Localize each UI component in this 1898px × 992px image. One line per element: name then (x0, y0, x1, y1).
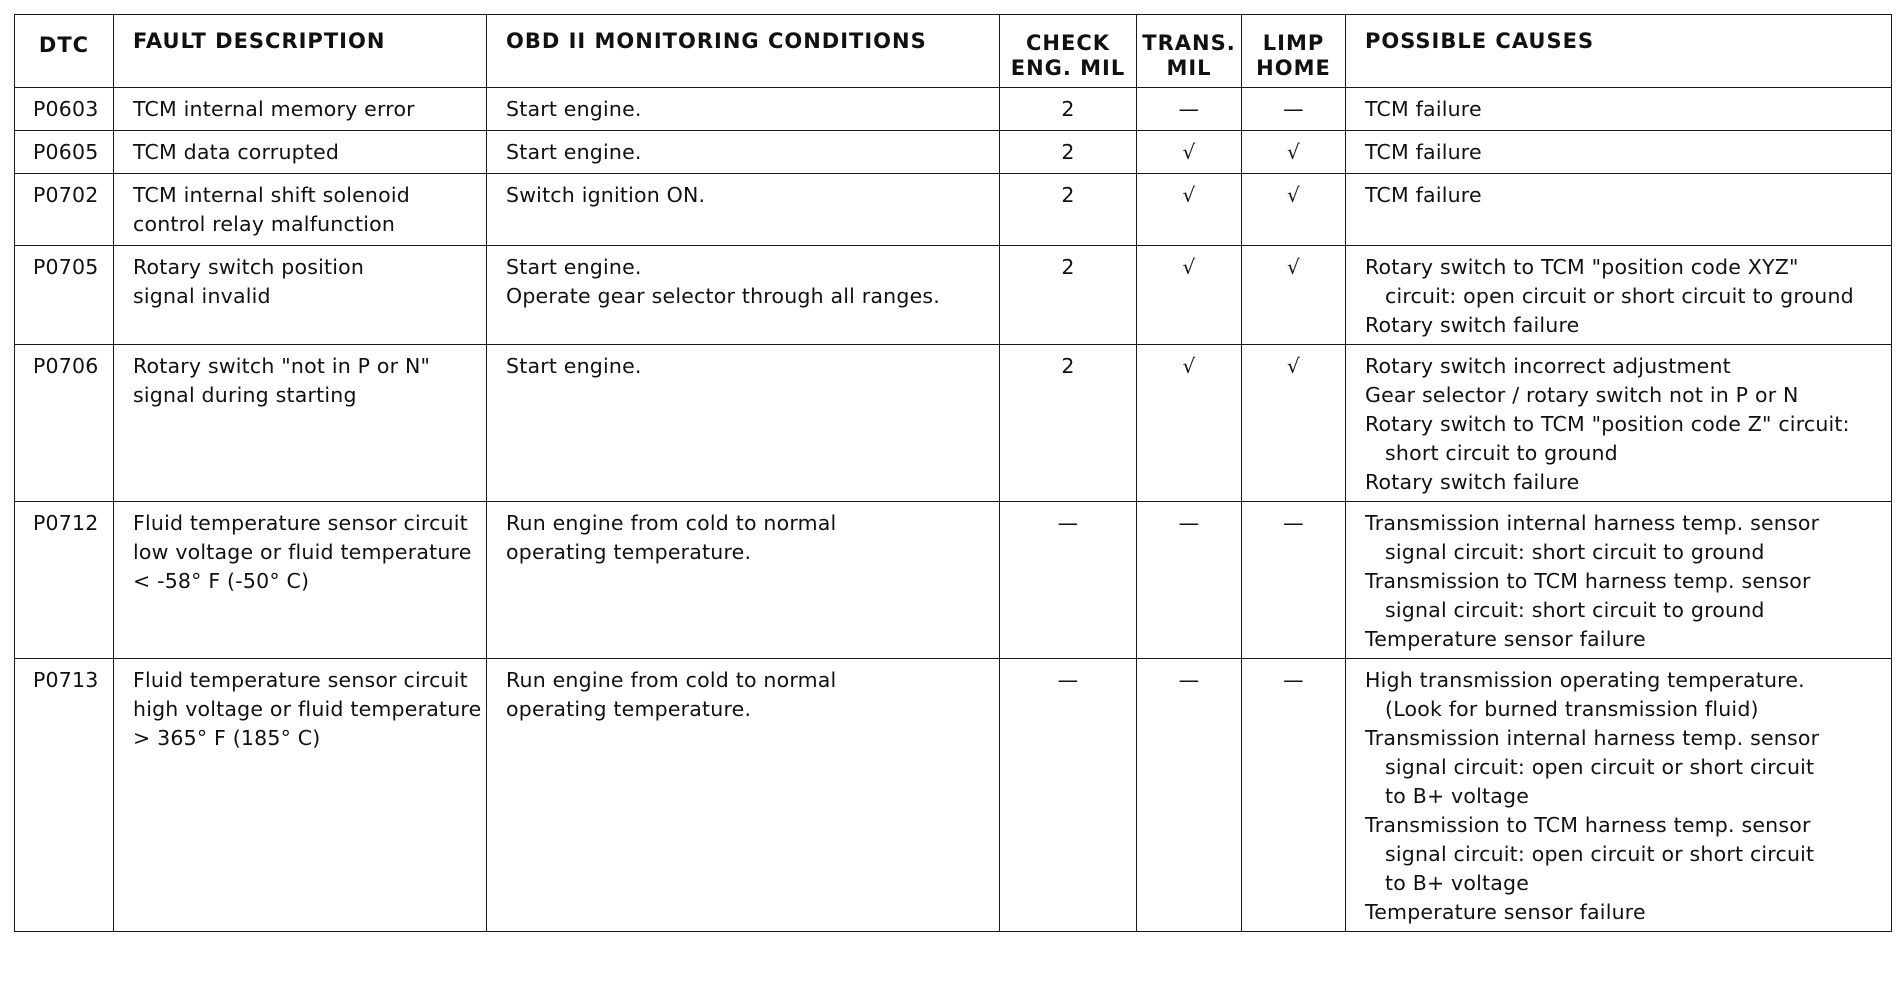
table-row (15, 131, 1892, 174)
possible-causes-cell (1346, 659, 1892, 932)
header-check-eng-mil: CHECK ENG. MIL (1000, 15, 1137, 88)
dtc-table-page (14, 14, 1892, 932)
monitoring-conditions-cell (487, 131, 1000, 174)
table-row (15, 502, 1892, 659)
limp-home-cell (1242, 502, 1346, 659)
monitoring-condition-line: Switch ignition ON. (506, 183, 706, 207)
fault-description-line: Fluid temperature sensor circuit (133, 511, 468, 535)
trans-value: √ (1182, 354, 1196, 378)
possible-cause-line: Temperature sensor failure (1365, 627, 1646, 651)
trans-mil-cell (1137, 502, 1242, 659)
possible-cause-line: to B+ voltage (1385, 871, 1530, 895)
table-row (15, 345, 1892, 502)
limp-home-cell (1242, 659, 1346, 932)
dtc-code-cell (15, 88, 114, 131)
limp-value: — (1283, 668, 1304, 692)
fault-description-line: signal during starting (133, 383, 357, 407)
trans-mil-cell (1137, 131, 1242, 174)
monitoring-conditions-cell (487, 659, 1000, 932)
check-value: 2 (1061, 97, 1075, 121)
check-value: — (1057, 668, 1079, 692)
trans-value: √ (1182, 183, 1196, 207)
limp-home-cell (1242, 246, 1346, 345)
monitoring-conditions-cell (487, 88, 1000, 131)
possible-cause-line: signal circuit: short circuit to ground (1385, 540, 1765, 564)
fault-description-line: TCM internal shift solenoid (133, 183, 410, 207)
dtc-code-cell (15, 174, 114, 246)
monitoring-condition-line: Start engine. (506, 140, 642, 164)
fault-description-cell (114, 659, 487, 932)
limp-home-cell (1242, 345, 1346, 502)
possible-cause-line: signal circuit: open circuit or short circuit (1385, 842, 1815, 866)
fault-description-cell (114, 88, 487, 131)
possible-causes-cell (1346, 345, 1892, 502)
check-eng-mil-cell (1000, 88, 1137, 131)
monitoring-condition-line: Start engine. (506, 354, 642, 378)
header-monitoring-conditions: OBD II MONITORING CONDITIONS (487, 15, 1000, 88)
possible-causes-cell (1346, 88, 1892, 131)
dtc-code: P0603 (33, 97, 99, 121)
monitoring-conditions-cell (487, 246, 1000, 345)
check-value: 2 (1061, 354, 1075, 378)
fault-description-cell (114, 131, 487, 174)
possible-cause-line: short circuit to ground (1385, 441, 1618, 465)
limp-value: √ (1287, 140, 1300, 164)
fault-description-line: TCM data corrupted (133, 140, 340, 164)
monitoring-conditions-cell (487, 502, 1000, 659)
possible-cause-line: Rotary switch failure (1365, 313, 1580, 337)
check-eng-mil-cell (1000, 246, 1137, 345)
fault-description-line: TCM internal memory error (133, 97, 415, 121)
check-eng-mil-cell (1000, 502, 1137, 659)
fault-description-line: > 365° F (185° C) (133, 726, 321, 750)
trans-value: — (1178, 668, 1200, 692)
limp-home-cell (1242, 174, 1346, 246)
fault-description-line: < -58° F (-50° C) (133, 569, 310, 593)
monitoring-condition-line: Start engine. (506, 97, 642, 121)
possible-cause-line: Transmission internal harness temp. sensor (1365, 511, 1820, 535)
header-dtc: DTC (15, 15, 114, 88)
dtc-code-cell (15, 246, 114, 345)
possible-cause-line: Rotary switch to TCM "position code Z" circuit: (1365, 412, 1850, 436)
monitoring-condition-line: Operate gear selector through all ranges. (506, 284, 940, 308)
possible-cause-line: (Look for burned transmission fluid) (1385, 697, 1759, 721)
header-fault-description: FAULT DESCRIPTION (114, 15, 487, 88)
trans-mil-cell (1137, 345, 1242, 502)
dtc-code: P0705 (33, 255, 99, 279)
possible-causes-cell (1346, 131, 1892, 174)
header-limp-home: LIMP HOME (1242, 15, 1346, 88)
dtc-code: P0706 (33, 354, 99, 378)
check-eng-mil-cell (1000, 659, 1137, 932)
trans-mil-cell (1137, 659, 1242, 932)
possible-cause-line: Gear selector / rotary switch not in P or N (1365, 383, 1799, 407)
header-trans-mil: TRANS. MIL (1137, 15, 1242, 88)
header-row (15, 15, 1892, 88)
monitoring-conditions-cell (487, 174, 1000, 246)
table-row (15, 88, 1892, 131)
possible-cause-line: circuit: open circuit or short circuit to ground (1385, 284, 1854, 308)
limp-value: — (1283, 511, 1304, 535)
trans-value: √ (1182, 140, 1196, 164)
dtc-code-cell (15, 502, 114, 659)
fault-description-cell (114, 345, 487, 502)
possible-cause-line: signal circuit: short circuit to ground (1385, 598, 1765, 622)
possible-cause-line: signal circuit: open circuit or short circuit (1385, 755, 1815, 779)
possible-causes-cell (1346, 502, 1892, 659)
possible-cause-line: Transmission internal harness temp. sensor (1365, 726, 1820, 750)
monitoring-condition-line: Run engine from cold to normal (506, 668, 837, 692)
possible-cause-line: Rotary switch failure (1365, 470, 1580, 494)
monitoring-condition-line: operating temperature. (506, 540, 752, 564)
table-body (15, 88, 1892, 932)
possible-cause-line: High transmission operating temperature. (1365, 668, 1805, 692)
trans-value: √ (1182, 255, 1196, 279)
fault-description-line: high voltage or fluid temperature (133, 697, 482, 721)
limp-value: √ (1287, 183, 1300, 207)
check-eng-mil-cell (1000, 131, 1137, 174)
possible-cause-line: Rotary switch incorrect adjustment (1365, 354, 1731, 378)
dtc-code-cell (15, 131, 114, 174)
possible-cause-line: Rotary switch to TCM "position code XYZ" (1365, 255, 1799, 279)
dtc-code: P0713 (33, 668, 99, 692)
possible-causes-cell (1346, 174, 1892, 246)
limp-value: — (1283, 97, 1304, 121)
fault-description-line: Rotary switch "not in P or N" (133, 354, 431, 378)
dtc-table (14, 14, 1892, 932)
possible-cause-line: TCM failure (1365, 183, 1482, 207)
check-value: 2 (1061, 140, 1075, 164)
possible-cause-line: TCM failure (1365, 97, 1482, 121)
check-eng-mil-cell (1000, 174, 1137, 246)
fault-description-line: Fluid temperature sensor circuit (133, 668, 468, 692)
check-eng-mil-cell (1000, 345, 1137, 502)
monitoring-condition-line: Start engine. (506, 255, 642, 279)
dtc-code-cell (15, 345, 114, 502)
possible-causes-cell (1346, 246, 1892, 345)
monitoring-condition-line: operating temperature. (506, 697, 752, 721)
check-value: — (1057, 511, 1079, 535)
possible-cause-line: Transmission to TCM harness temp. sensor (1365, 813, 1811, 837)
header-possible-causes: POSSIBLE CAUSES (1346, 15, 1892, 88)
possible-cause-line: Transmission to TCM harness temp. sensor (1365, 569, 1811, 593)
trans-value: — (1178, 511, 1200, 535)
table-row (15, 174, 1892, 246)
dtc-code: P0605 (33, 140, 99, 164)
fault-description-cell (114, 502, 487, 659)
possible-cause-line: to B+ voltage (1385, 784, 1530, 808)
check-value: 2 (1061, 183, 1075, 207)
fault-description-line: control relay malfunction (133, 212, 396, 236)
trans-mil-cell (1137, 174, 1242, 246)
fault-description-cell (114, 246, 487, 345)
fault-description-line: low voltage or fluid temperature (133, 540, 472, 564)
monitoring-condition-line: Run engine from cold to normal (506, 511, 837, 535)
fault-description-cell (114, 174, 487, 246)
table-row (15, 246, 1892, 345)
limp-home-cell (1242, 131, 1346, 174)
possible-cause-line: TCM failure (1365, 140, 1482, 164)
trans-mil-cell (1137, 246, 1242, 345)
limp-value: √ (1287, 354, 1300, 378)
fault-description-line: Rotary switch position (133, 255, 365, 279)
dtc-code: P0712 (33, 511, 99, 535)
monitoring-conditions-cell (487, 345, 1000, 502)
check-value: 2 (1061, 255, 1075, 279)
trans-value: — (1178, 97, 1200, 121)
trans-mil-cell (1137, 88, 1242, 131)
dtc-code: P0702 (33, 183, 99, 207)
fault-description-line: signal invalid (133, 284, 271, 308)
limp-home-cell (1242, 88, 1346, 131)
limp-value: √ (1287, 255, 1300, 279)
dtc-code-cell (15, 659, 114, 932)
table-row (15, 659, 1892, 932)
possible-cause-line: Temperature sensor failure (1365, 900, 1646, 924)
